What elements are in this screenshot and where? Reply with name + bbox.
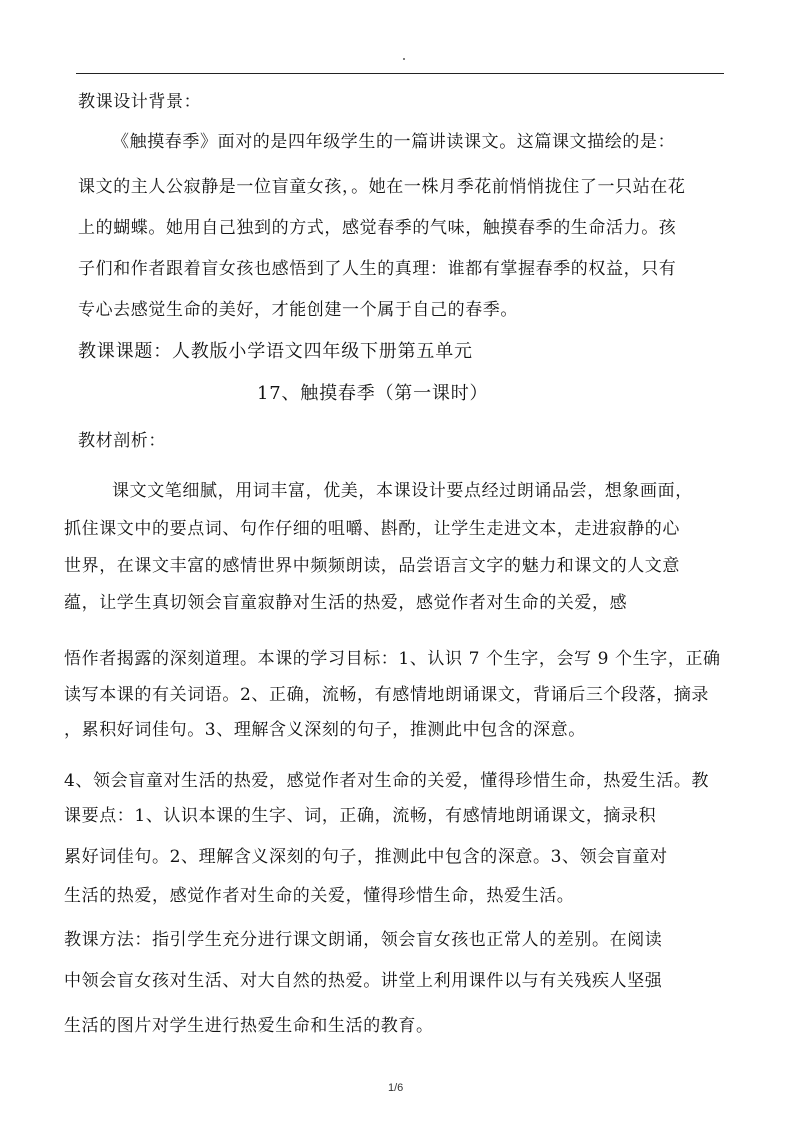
paragraph-line: 上的蝴蝶。她用自己独到的方式，感觉春季的气味，触摸春季的生命活力。孩 [78,218,677,238]
paragraph-line: 子们和作者跟着盲女孩也感悟到了人生的真理：谁都有掌握春季的权益，只有 [78,259,677,279]
heading-topic: 教课课题：人教版小学语文四年级下册第五单元 [78,341,473,362]
page-number: 1/6 [388,1082,404,1094]
paragraph-line: 蕴，让学生真切领会盲童寂静对生活的热爱，感觉作者对生命的关爱，感 [64,593,628,613]
paragraph-line: 《触摸春季》面对的是四年级学生的一篇讲读课文。这篇课文描绘的是： [112,132,676,152]
paragraph-line: 悟作者揭露的深刻道理。本课的学习目标：1、认识 7 个生字，会写 9 个生字，正确 [64,649,721,669]
paragraph-line: 4、领会盲童对生活的热爱，感觉作者对生命的关爱，懂得珍惜生命，热爱生活。教 [64,771,710,791]
heading-analysis: 教材剖析： [78,431,166,451]
paragraph-line: 课要点：1、认识本课的生字、词，正确，流畅，有感情地朗诵课文，摘录积 [64,806,657,826]
paragraph-line: 抓住课文中的要点词、句作仔细的咀嚼、斟酌，让学生走进文本，走进寂静的心 [64,519,680,539]
paragraph-line: 读写本课的有关词语。2、正确，流畅，有感情地朗诵课文，背诵后三个段落，摘录 [64,685,710,705]
paragraph-line: 生活的热爱，感觉作者对生命的关爱，懂得珍惜生命，热爱生活。 [64,886,575,906]
paragraph-line: 课文文笔细腻，用词丰富，优美，本课设计要点经过朗诵品尝，想象画面， [112,481,693,501]
heading-background: 教课设计背景： [78,92,202,112]
paragraph-line: 课文的主人公寂静是一位盲童女孩，。她在一株月季花前悄悄拢住了一只站在花 [78,177,686,197]
paragraph-line: 专心去感觉生命的美好，才能创建一个属于自己的春季。 [78,300,518,320]
paragraph-line: 世界，在课文丰富的感情世界中频频朗读，品尝语言文字的魅力和课文的人文意 [64,556,680,576]
paragraph-line: 累好词佳句。2、理解含义深刻的句子，推测此中包含的深意。3、领会盲童对 [64,847,668,867]
top-mark [403,58,405,60]
heading-method: 教课方法：指引学生充分进行课文朗诵，领会盲女孩也正常人的差别。在阅读 [64,930,663,950]
lesson-title: 17、触摸春季（第一课时） [257,383,489,404]
paragraph-line: 生活的图片对学生进行热爱生命和生活的教育。 [64,1016,434,1036]
paragraph-line: ，累积好词佳句。3、理解含义深刻的句子，推测此中包含的深意。 [64,720,586,740]
paragraph-line: 中领会盲女孩对生活、对大自然的热爱。讲堂上利用课件以与有关残疾人坚强 [64,971,663,991]
header-rule [76,73,724,74]
